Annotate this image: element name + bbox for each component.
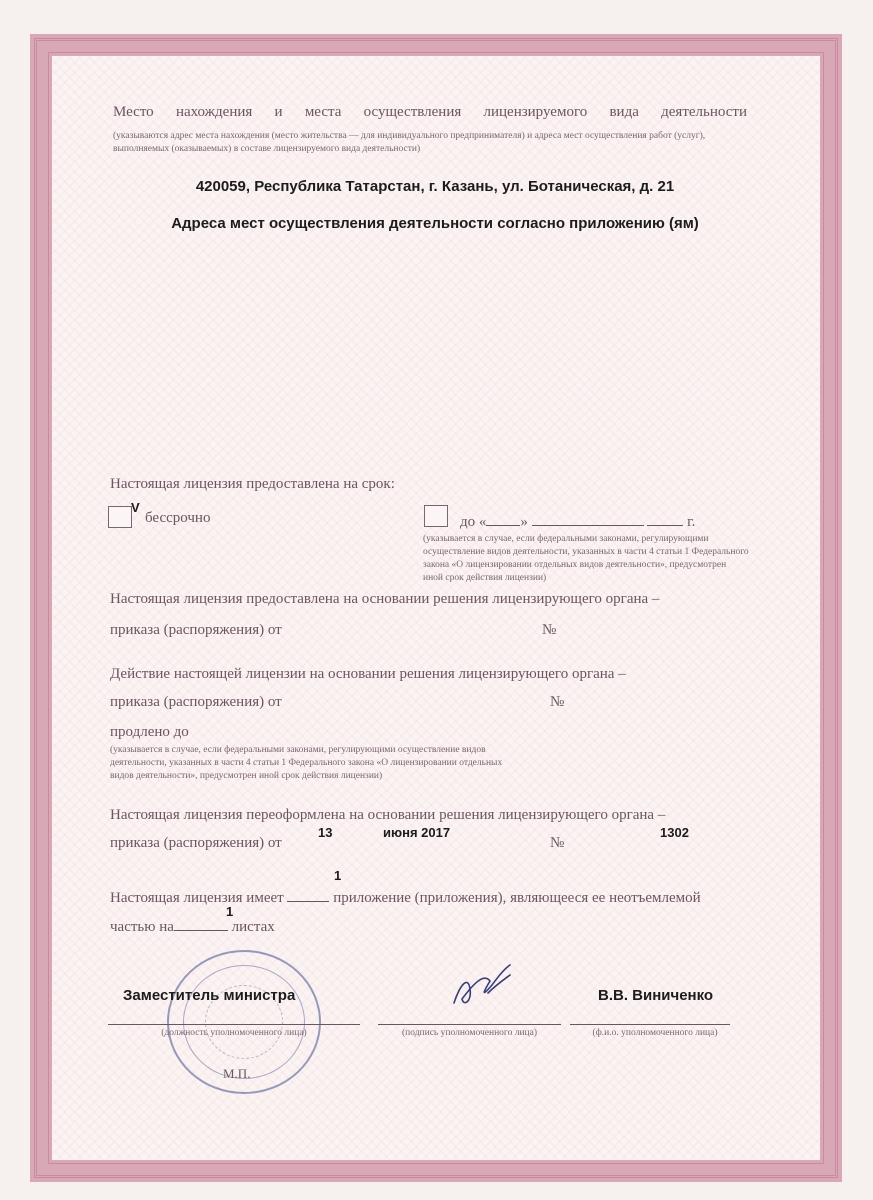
appendix-line2 — [110, 915, 275, 936]
signatory-position: Заместитель министра — [123, 987, 296, 1004]
name-caption: (ф.и.о. уполномоченного лица) — [592, 1028, 718, 1038]
basis-line2: приказа (распоряжения) от — [110, 622, 282, 638]
term-note-line3: закона «О лицензировании отдельных видов деятельности», предусмотрен — [423, 560, 727, 570]
ornamental-border — [30, 34, 842, 1182]
extension-note — [110, 744, 530, 783]
extension-line2: приказа (распоряжения) от — [110, 694, 282, 710]
appendix-sheets: 1 — [226, 904, 234, 919]
term-note — [423, 533, 753, 585]
until-date-checkbox[interactable] — [424, 505, 448, 527]
until-year-blank — [647, 510, 683, 526]
name-line — [570, 1024, 730, 1025]
seal-placement-label: М.П. — [223, 1066, 251, 1081]
handwritten-signature — [440, 955, 530, 1015]
extension-line1: Действие настоящей лицензии на основании решения лицензирующего органа – — [110, 666, 626, 682]
term-label: Настоящая лицензия предоставлена на срок: — [110, 476, 395, 492]
signature-line — [378, 1024, 561, 1025]
until-day-blank — [486, 510, 520, 526]
indefinite-label: бессрочно — [145, 510, 211, 526]
reissue-day: 13 — [318, 825, 333, 840]
location-heading: Место нахождения и места осуществления лицензируемого вида деятельности — [113, 104, 747, 120]
appendix-line1-post: приложение (приложения), являющееся ее неотъемлемой — [333, 890, 701, 906]
until-month-blank — [532, 510, 644, 526]
location-note-line2: выполняемых (оказываемых) в составе лицензируемого вида деятельности) — [113, 144, 421, 154]
term-note-line1: (указывается в случае, если федеральными законами, регулирующими — [423, 534, 709, 544]
reissue-number-label: № — [550, 835, 565, 851]
extended-until-label: продлено до — [110, 724, 189, 740]
appendix-count-blank — [287, 886, 329, 902]
position-line — [108, 1024, 360, 1025]
until-date-line — [460, 510, 695, 531]
appendix-count: 1 — [334, 868, 342, 883]
appendix-line1-pre: Настоящая лицензия имеет — [110, 890, 284, 906]
term-note-line4: иной срок действия лицензии) — [423, 573, 547, 583]
reissue-line2: приказа (распоряжения) от — [110, 835, 282, 851]
extension-note-line2: деятельности, указанных в части 4 статьи 1 Федерального закона «О лицензировании отдельных — [110, 758, 503, 768]
extension-note-line3: видов деятельности», предусмотрен иной срок действия лицензии) — [110, 771, 383, 781]
appendix-line2-pre: частью на — [110, 919, 174, 935]
extension-number-label: № — [550, 694, 565, 710]
extension-note-line1: (указывается в случае, если федеральными законами, регулирующими осуществление видов — [110, 745, 486, 755]
signatory-name: В.В. Виниченко — [598, 987, 714, 1004]
basis-line1: Настоящая лицензия предоставлена на основании решения лицензирующего органа – — [110, 591, 660, 607]
until-year-suffix: г. — [687, 514, 696, 530]
until-label: до « — [460, 514, 487, 530]
appendix-line2-post: листах — [231, 919, 275, 935]
indefinite-check-mark: V — [131, 500, 140, 515]
position-caption: (должность уполномоченного лица) — [161, 1028, 307, 1038]
until-quote-close: » — [520, 514, 528, 530]
reissue-line1: Настоящая лицензия переоформлена на основании решения лицензирующего органа – — [110, 807, 666, 823]
reissue-number: 1302 — [660, 825, 689, 840]
signature-caption: (подпись уполномоченного лица) — [401, 1028, 537, 1038]
appendix-line1 — [110, 886, 701, 907]
indefinite-checkbox[interactable] — [108, 506, 132, 528]
basis-number-label: № — [542, 622, 557, 638]
license-address: 420059, Республика Татарстан, г. Казань, ул. Ботаническая, д. 21 — [195, 178, 675, 195]
term-note-line2: осуществление видов деятельности, указанных в части 4 статьи 1 Федерального — [423, 547, 749, 557]
appendix-sheets-blank — [174, 915, 228, 931]
addresses-reference: Адреса мест осуществления деятельности согласно приложению (ям) — [171, 215, 699, 232]
location-note-line1: (указываются адрес места нахождения (место жительства — для индивидуального предпринимателя) и адреса мест осуществления работ (услуг), — [113, 131, 706, 141]
reissue-month-year: июня 2017 — [383, 825, 451, 840]
